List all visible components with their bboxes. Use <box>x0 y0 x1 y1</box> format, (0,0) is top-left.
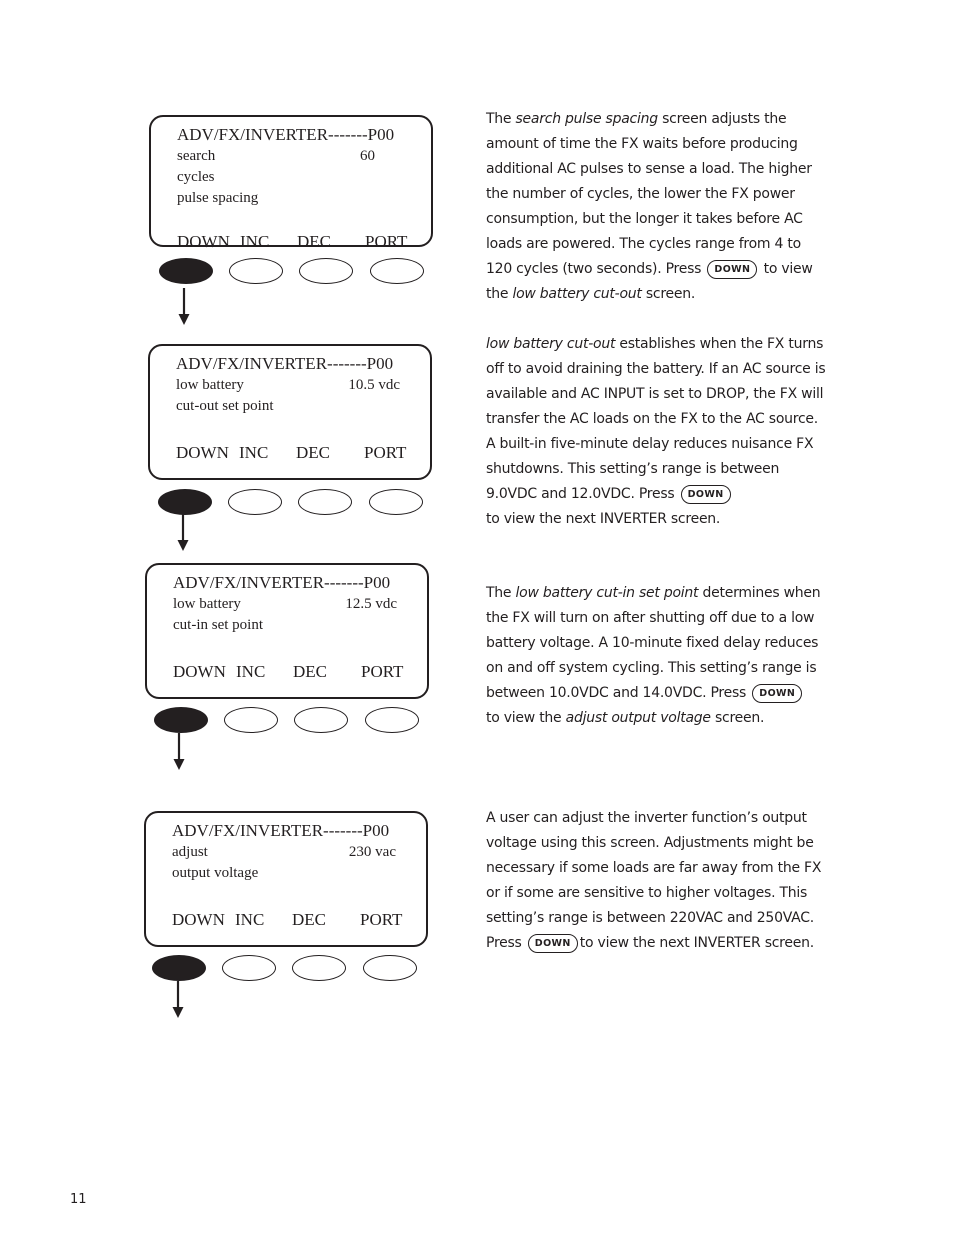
inc-button[interactable] <box>224 707 278 733</box>
lcd-soft-key-labels <box>176 443 412 463</box>
dec-button[interactable] <box>299 258 353 284</box>
lcd-header: ADV/FX/INVERTER-------P00 <box>173 573 391 592</box>
paragraph <box>486 332 826 532</box>
text: to view the next INVERTER screen. <box>486 511 721 527</box>
soft-key-label-inc: INC <box>236 662 266 681</box>
soft-key-label-port: PORT <box>364 443 407 462</box>
inc-button[interactable] <box>228 489 282 515</box>
inc-button[interactable] <box>222 955 276 981</box>
lcd-value: 10.5 vdc <box>348 377 400 393</box>
emphasis: low battery cut-out <box>512 286 642 302</box>
soft-key-label-port: PORT <box>365 232 408 251</box>
description-low-battery-cut-out <box>486 332 826 532</box>
lcd-label-line-3: pulse spacing <box>177 190 259 206</box>
text: A user can adjust the inverter function’s output voltage using this screen. Adjustments might be necessary if some loads are far away from the FX or if some are sensitive to higher voltages. This setting’s range is between 220VAC and 250VAC. Press <box>486 810 822 951</box>
page-number: 11 <box>70 1192 87 1207</box>
lcd-label-line-1: search <box>177 148 216 164</box>
soft-key-label-port: PORT <box>360 910 403 929</box>
down-button[interactable] <box>152 955 206 981</box>
paragraph <box>486 806 826 956</box>
soft-key-label-down: DOWN <box>177 232 230 251</box>
down-button[interactable] <box>159 258 213 284</box>
lcd-label-line-1: low battery <box>176 377 244 393</box>
arrow-down-icon <box>172 981 184 1019</box>
port-button[interactable] <box>369 489 423 515</box>
soft-key-label-down: DOWN <box>176 443 229 462</box>
inc-button[interactable] <box>229 258 283 284</box>
soft-key-label-down: DOWN <box>173 662 226 681</box>
text: The <box>486 111 516 127</box>
dec-button[interactable] <box>294 707 348 733</box>
down-key-icon: DOWN <box>528 934 578 953</box>
emphasis: search pulse spacing <box>515 111 658 127</box>
text: screen. <box>641 286 696 302</box>
soft-key-buttons <box>159 258 429 286</box>
lcd-value: 12.5 vdc <box>345 596 397 612</box>
port-button[interactable] <box>365 707 419 733</box>
soft-key-label-dec: DEC <box>297 232 331 251</box>
soft-key-buttons <box>158 489 428 517</box>
lcd-value: 60 <box>360 148 375 164</box>
text: to view the next INVERTER screen. <box>579 935 814 951</box>
emphasis: low battery cut-in set point <box>515 585 699 601</box>
text: screen. <box>710 710 765 726</box>
soft-key-label-dec: DEC <box>293 662 327 681</box>
lcd-soft-key-labels <box>173 662 409 682</box>
arrow-down-icon <box>178 288 190 326</box>
lcd-soft-key-labels <box>172 910 408 930</box>
emphasis: low battery cut-out <box>486 336 616 352</box>
down-button[interactable] <box>158 489 212 515</box>
lcd-label-line-2: output voltage <box>172 865 259 881</box>
soft-key-label-inc: INC <box>239 443 269 462</box>
emphasis: adjust output voltage <box>565 710 711 726</box>
paragraph <box>486 581 826 731</box>
soft-key-label-dec: DEC <box>296 443 330 462</box>
text: screen adjusts the amount of time the FX waits before producing additional AC pulses to sense a load. The higher the number of cycles, the lower the FX power consumption, but the longer it takes before AC loads are powered. The cycles range from 4 to 120 cycles (two seconds). Press <box>486 111 812 277</box>
paragraph <box>486 107 826 307</box>
description-adjust-output-voltage <box>486 806 826 956</box>
lcd-header: ADV/FX/INVERTER-------P00 <box>172 821 390 840</box>
text: to view the <box>486 261 813 302</box>
lcd-screen-low-battery-cut-in <box>145 563 429 699</box>
text: determines when the FX will turn on after shutting off due to a low battery voltage. A 10-minute fixed delay reduces on and off system cycling. This setting’s range is between 10.0VDC and 14.0VDC. Press <box>486 585 821 701</box>
down-button[interactable] <box>154 707 208 733</box>
text: to view the <box>486 710 566 726</box>
lcd-label-line-1: adjust <box>172 844 208 860</box>
down-key-icon: DOWN <box>752 684 802 703</box>
lcd-header: ADV/FX/INVERTER-------P00 <box>176 354 394 373</box>
lcd-label-line-2: cut-in set point <box>173 617 263 633</box>
down-key-icon: DOWN <box>707 260 757 279</box>
soft-key-label-down: DOWN <box>172 910 225 929</box>
soft-key-buttons <box>152 955 422 983</box>
soft-key-buttons <box>154 707 424 735</box>
description-low-battery-cut-in <box>486 581 826 731</box>
description-search-pulse-spacing <box>486 107 826 307</box>
lcd-screen-low-battery-cut-out <box>148 344 432 480</box>
soft-key-label-dec: DEC <box>292 910 326 929</box>
soft-key-label-inc: INC <box>240 232 270 251</box>
port-button[interactable] <box>370 258 424 284</box>
lcd-value: 230 vac <box>348 844 396 860</box>
arrow-down-icon <box>173 733 185 771</box>
arrow-down-icon <box>177 514 189 552</box>
text: The <box>486 585 516 601</box>
lcd-screen-adjust-output-voltage <box>144 811 428 947</box>
soft-key-label-inc: INC <box>235 910 265 929</box>
lcd-screen-search-pulse-spacing <box>149 115 433 251</box>
down-key-icon: DOWN <box>681 485 731 504</box>
port-button[interactable] <box>363 955 417 981</box>
dec-button[interactable] <box>298 489 352 515</box>
lcd-label-line-2: cycles <box>177 169 215 185</box>
text: establishes when the FX turns off to avoid draining the battery. If an AC source is available and AC INPUT is set to DROP, the FX will transfer the AC loads on the FX to the AC source. A built-in five-minute delay reduces nuisance FX shutdowns. This setting’s range is between 9.0VDC and 12.0VDC. Press <box>486 336 826 502</box>
lcd-header: ADV/FX/INVERTER-------P00 <box>177 125 395 144</box>
soft-key-label-port: PORT <box>361 662 404 681</box>
lcd-label-line-1: low battery <box>173 596 241 612</box>
dec-button[interactable] <box>292 955 346 981</box>
lcd-label-line-2: cut-out set point <box>176 398 274 414</box>
lcd-soft-key-labels <box>177 232 413 252</box>
